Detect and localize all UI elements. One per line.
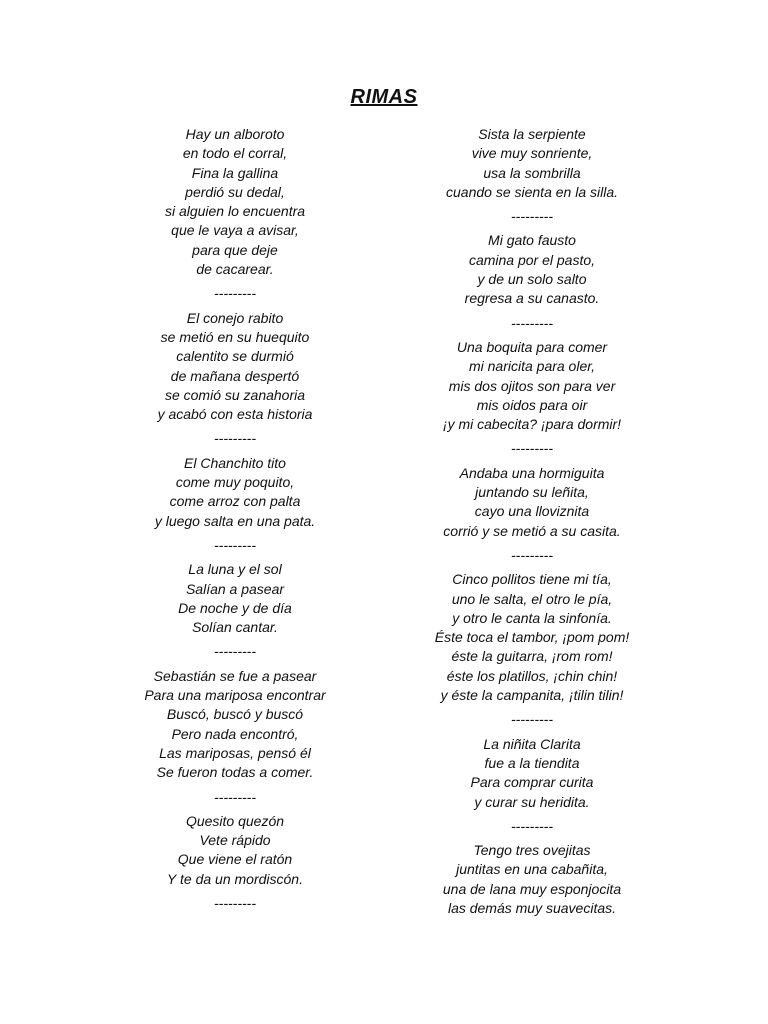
poem-line: Para comprar curita: [470, 774, 594, 791]
poem-line: Hay un alboroto: [185, 126, 285, 142]
poem-line: fue a la tiendita: [484, 754, 580, 771]
poem-line: Fina la gallina: [191, 164, 279, 181]
poem-line: para que deje: [192, 241, 278, 258]
poem-stanza: [115, 560, 355, 637]
poem-stanza: [115, 454, 355, 531]
poem-line: Andaba una hormiguita: [459, 464, 605, 481]
poem-stanza: [400, 231, 664, 308]
poem-line: Salían a pasear: [185, 580, 285, 597]
poem-line: Se fueron todas a comer.: [156, 764, 314, 781]
poem-line: De noche y de día: [178, 599, 292, 616]
poem-line: juntitas en una cabañita,: [456, 861, 608, 878]
poem-line: Que viene el ratón: [177, 851, 293, 868]
poem-line: de cacarear.: [196, 261, 274, 278]
poem-line: que le vaya a avisar,: [171, 222, 299, 239]
poem-line: Para una mariposa encontrar: [144, 687, 326, 704]
poem-line: come muy poquito,: [175, 474, 295, 491]
poem-line: El conejo rabito: [186, 309, 284, 326]
poem-line: Una boquita para comer: [456, 338, 608, 355]
poem-line: si alguien lo encuentra: [164, 203, 306, 220]
poem-stanza: [400, 841, 664, 918]
poem-line: se comió su zanahoria: [164, 386, 306, 403]
poem-line: de mañana despertó: [170, 367, 300, 384]
poem-line: una de lana muy esponjocita: [442, 880, 622, 897]
poem-line: cayo una lloviznita: [474, 503, 590, 520]
poem-line: calentito se durmió: [176, 348, 294, 365]
stanza-separator: ---------: [214, 788, 256, 805]
poem-line: Las mariposas, pensó él: [159, 744, 311, 761]
stanza-separator: ---------: [511, 546, 553, 563]
poem-line: Cinco pollitos tiene mi tía,: [452, 571, 612, 588]
poem-line: éste la guitarra, ¡rom rom!: [451, 648, 613, 665]
poem-line: La niñita Clarita: [483, 735, 581, 752]
poem-line: Tengo tres ovejitas: [473, 842, 591, 859]
poem-line: mis dos ojitos son para ver: [448, 377, 616, 394]
poem-line: Buscó, buscó y buscó: [166, 706, 304, 723]
poem-line: Vete rápido: [199, 832, 271, 849]
poem-stanza: [400, 338, 664, 434]
poem-line: La luna y el sol: [188, 561, 282, 578]
poem-line: usa la sombrilla: [483, 164, 581, 181]
poem-line: éste los platillos, ¡chin chin!: [446, 667, 618, 684]
poem-line: cuando se sienta en la silla.: [446, 183, 618, 200]
poem-line: El Chanchito tito: [184, 454, 286, 471]
stanza-separator: ---------: [511, 314, 553, 331]
poem-line: y de un solo salto: [477, 271, 587, 288]
poem-line: y otro le canta la sinfonía.: [452, 609, 612, 626]
poem-line: juntando su leñita,: [475, 484, 589, 501]
poem-line: come arroz con palta: [169, 493, 301, 510]
poem-line: ¡y mi cabecita? ¡para dormir!: [442, 416, 622, 433]
poem-line: mi naricita para oler,: [468, 358, 596, 375]
poem-stanza: [115, 125, 355, 279]
poem-line: y luego salta en una pata.: [154, 512, 316, 529]
poem-line: Mi gato fausto: [488, 232, 576, 249]
poem-stanza: [400, 125, 664, 202]
poem-line: regresa a su canasto.: [464, 290, 600, 307]
page-title: RIMAS: [350, 86, 418, 108]
stanza-separator: ---------: [214, 285, 256, 302]
poem-line: Sebastián se fue a pasear: [153, 667, 317, 684]
stanza-separator: ---------: [214, 894, 256, 911]
stanza-separator: ---------: [511, 711, 553, 728]
poem-line: Sista la serpiente: [478, 126, 586, 142]
stanza-separator: ---------: [214, 643, 256, 660]
poem-line: las demás muy suavecitas.: [447, 899, 617, 916]
left-column: [115, 125, 355, 918]
poem-stanza: [400, 735, 664, 812]
poem-stanza: [115, 812, 355, 889]
stanza-separator: ---------: [511, 440, 553, 457]
poem-line: Quesito quezón: [185, 812, 285, 829]
poem-line: mis oidos para oir: [476, 396, 588, 413]
poem-line: corrió y se metió a su casita.: [443, 522, 621, 539]
stanza-separator: ---------: [214, 536, 256, 553]
poem-line: Y te da un mordiscón.: [167, 870, 303, 887]
poem-line: vive muy sonriente,: [471, 145, 593, 162]
poem-stanza: [400, 570, 664, 705]
poem-line: se metió en su huequito: [160, 328, 310, 345]
poem-line: y curar su heridita.: [474, 793, 590, 810]
poem-stanza: [400, 464, 664, 541]
stanza-separator: ---------: [511, 817, 553, 834]
poem-line: y éste la campanita, ¡tilin tilin!: [440, 687, 624, 704]
poem-stanza: [115, 309, 355, 425]
poem-line: camina por el pasto,: [468, 251, 596, 268]
poem-line: y acabó con esta historia: [157, 406, 313, 423]
stanza-separator: ---------: [214, 430, 256, 447]
stanza-separator: ---------: [511, 208, 553, 225]
poem-line: Pero nada encontró,: [171, 725, 299, 742]
poem-line: perdió su dedal,: [185, 183, 285, 200]
poem-line: uno le salta, el otro le pía,: [451, 590, 613, 607]
poem-line: Éste toca el tambor, ¡pom pom!: [434, 629, 630, 646]
right-column: [400, 125, 664, 918]
poem-line: en todo el corral,: [182, 145, 288, 162]
poem-line: Solían cantar.: [192, 619, 278, 636]
poem-stanza: [115, 667, 355, 783]
